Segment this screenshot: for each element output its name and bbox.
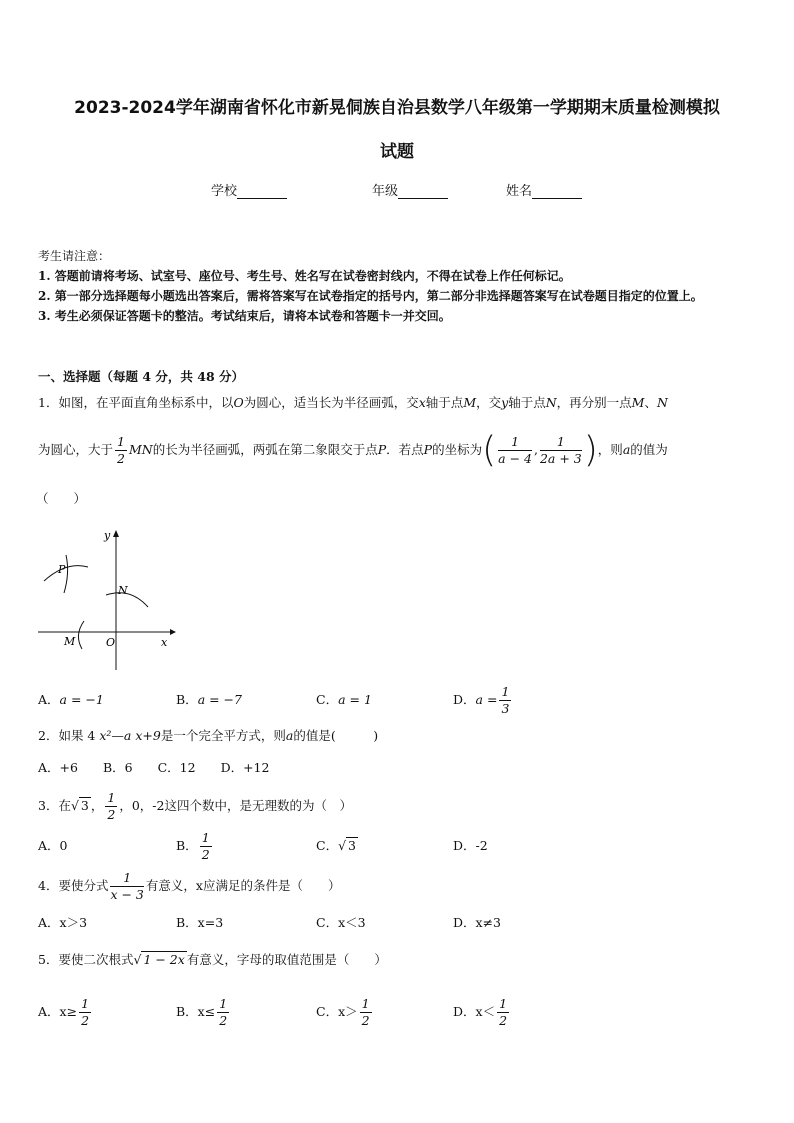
q4-option-a[interactable]: A．x＞3 <box>38 915 88 930</box>
notes-heading: 考生请注意： <box>38 249 111 263</box>
q5-option-a[interactable]: A．x≥ $\frac{1}{2}$ <box>38 996 90 1028</box>
title-line-2: 试题 <box>380 142 414 162</box>
q1-line-1: 1．如图，在平面直角坐标系中，以O为圆心，适当长为半径画弧，交x轴于点M，交y轴于点N，再分别一点M、N <box>38 395 668 410</box>
note-item: 3. 考生必须保证答题卡的整洁。考试结束后，请将本试卷和答题卡一并交回。 <box>38 309 451 323</box>
y-axis-arrow <box>113 530 119 537</box>
q1-coordinate-figure <box>30 525 180 675</box>
exam-notes <box>38 246 763 326</box>
fraction: $\frac{1}{2a + 3}$ <box>539 434 582 466</box>
q5-stem: 5．要使二次根式√ 1 − 2x 有意义，字母的取值范围是（ ） <box>38 952 387 967</box>
q4-option-d[interactable]: D．x≠3 <box>453 915 501 930</box>
arc-m <box>78 621 84 649</box>
q5-option-b[interactable]: B．x≤ $\frac{1}{2}$ <box>176 996 228 1028</box>
label-y: y <box>104 529 111 542</box>
q2-options[interactable]: A．+6 B．6 C．12 D．+12 <box>38 760 270 775</box>
q1-line-2: 为圆心，大于 $\frac{1}{2}$ MN的长为半径画弧，两弧在第二象限交于点P．若点P的坐标为( $\frac{1}{a - 4}$ , $\frac{1}{2a + 3}$ )，则a的值为 <box>38 429 668 471</box>
q1-option-c[interactable]: C．a = 1 <box>316 692 372 707</box>
q3-option-c[interactable]: C．√ 3 <box>316 838 356 853</box>
label-n: N <box>118 584 128 597</box>
label-o: O <box>106 636 116 649</box>
q3-option-d[interactable]: D．-2 <box>453 838 488 853</box>
fraction: $\frac{1}{2}$ <box>117 434 125 466</box>
q2-stem: 2．如果 4 x²—a x+9是一个完全平方式，则a的值是( ) <box>38 728 379 743</box>
school-field[interactable]: 学校 <box>211 180 287 199</box>
grade-field[interactable]: 年级 <box>372 180 448 199</box>
q1-option-d[interactable]: D．a = $\frac{1}{3}$ <box>453 684 510 716</box>
arc-p-1 <box>44 566 88 581</box>
label-x: x <box>161 636 168 649</box>
label-p: P <box>58 563 66 576</box>
note-item: 1. 答题前请将考场、试室号、座位号、考生号、姓名写在试卷密封线内，不得在试卷上作任何标记。 <box>38 269 571 283</box>
label-m: M <box>64 635 76 648</box>
q1-option-b[interactable]: B．a = −7 <box>176 692 242 707</box>
name-field[interactable]: 姓名 <box>506 180 582 199</box>
note-item: 2. 第一部分选择题每小题选出答案后，需将答案写在试卷指定的括号内，第二部分非选择题答案写在试卷题目指定的位置上。 <box>38 289 703 303</box>
q3-stem: 3．在√ 3 ， $\frac{1}{2}$ ，0，-2这四个数中，是无理数的为（ ） <box>38 790 352 822</box>
q1-option-a[interactable]: A．a = −1 <box>38 692 104 707</box>
q5-option-c[interactable]: C．x＞ $\frac{1}{2}$ <box>316 996 370 1028</box>
q3-option-a[interactable]: A．0 <box>38 838 68 853</box>
q4-option-c[interactable]: C．x＜3 <box>316 915 366 930</box>
page-title <box>20 86 774 174</box>
section-heading: 一、选择题（每题 4 分，共 48 分） <box>38 369 245 384</box>
q3-option-b[interactable]: B． $\frac{1}{2}$ <box>176 830 210 862</box>
fraction: $\frac{1}{a - 4}$ <box>498 434 532 466</box>
x-axis-arrow <box>170 629 176 635</box>
title-line-1: 2023-2024学年湖南省怀化市新晃侗族自治县数学八年级第一学期期末质量检测模拟 <box>74 98 720 118</box>
q5-option-d[interactable]: D．x＜ $\frac{1}{2}$ <box>453 996 508 1028</box>
q4-option-b[interactable]: B．x=3 <box>176 915 224 930</box>
q4-stem: 4．要使分式 $\frac{1}{x - 3}$ 有意义，x应满足的条件是（ ） <box>38 870 341 902</box>
q1-bracket: （ ） <box>36 491 87 506</box>
